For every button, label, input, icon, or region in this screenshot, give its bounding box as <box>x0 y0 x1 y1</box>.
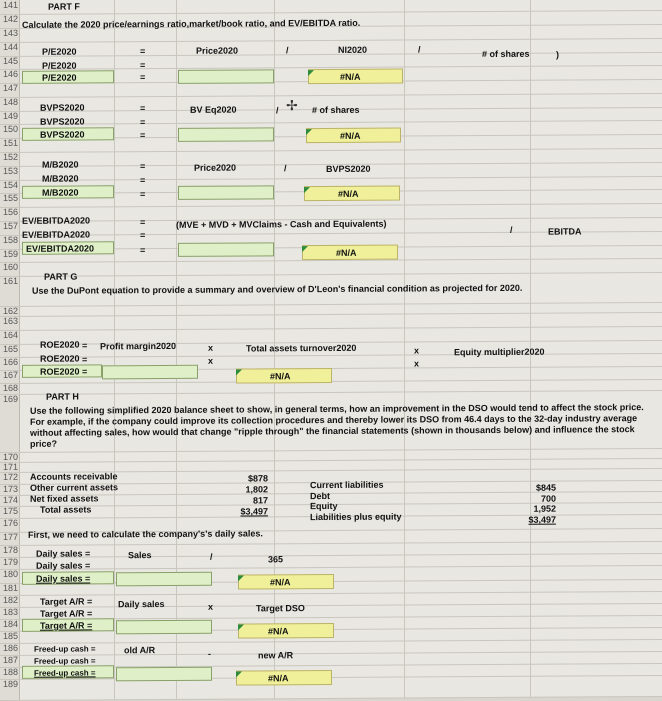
roe-label: ROE2020 <box>40 339 80 350</box>
pe-error: #N/A <box>340 71 361 82</box>
pe-label-2: P/E2020 <box>42 60 77 71</box>
row-number[interactable]: 167 <box>0 370 20 383</box>
row-number[interactable]: 176 <box>0 518 20 532</box>
error-flag-icon <box>238 625 244 631</box>
roe-label-3: ROE2020 <box>40 366 80 377</box>
freed-cash-error: #N/A <box>268 673 289 684</box>
liability-label: Debt <box>310 490 330 502</box>
bvps-error: #N/A <box>340 130 361 141</box>
target-ar-times: x <box>208 601 214 612</box>
daily-sales-label-2: Daily sales = <box>36 560 91 571</box>
freed-cash-minus: - <box>208 648 211 659</box>
target-ar-label: Target A/R = <box>40 596 93 607</box>
row-number[interactable]: 177 <box>0 532 20 545</box>
target-ar-input-cell[interactable] <box>116 620 212 635</box>
row-number[interactable]: 183 <box>0 607 20 619</box>
row-number[interactable]: 187 <box>0 655 20 667</box>
liability-value: $845 <box>535 482 556 493</box>
target-ar-dso: Target DSO <box>256 603 305 614</box>
liability-value: $3,497 <box>528 514 556 525</box>
bvps-label-2: BVPS2020 <box>40 116 85 127</box>
target-ar-label-2: Target A/R = <box>40 608 93 619</box>
daily-sales-label: Daily sales = <box>36 548 91 559</box>
mb-error: #N/A <box>338 188 359 199</box>
row-number[interactable]: 180 <box>0 569 20 583</box>
asset-value: 817 <box>252 495 268 506</box>
target-ar-daily: Daily sales <box>118 598 165 610</box>
pe-divide-2: / <box>418 44 421 55</box>
row-number[interactable]: 175 <box>0 506 20 518</box>
part-g-question: Use the DuPont equation to provide a summary and overview of D'Leon's financial condition as projected for 2020. <box>32 282 523 296</box>
mb-equals-3: = <box>140 189 146 200</box>
roe-label-2: ROE2020 <box>40 353 80 364</box>
row-number[interactable]: 163 <box>0 316 20 330</box>
bvps-input-cell[interactable] <box>178 127 274 142</box>
pe-equals-2: = <box>140 60 146 71</box>
roe-equals-2: = <box>82 354 88 365</box>
part-f-title: PART F <box>48 1 80 12</box>
asset-value: $3,497 <box>240 506 268 517</box>
row-number[interactable]: 169 <box>0 394 20 452</box>
row-number[interactable]: 173 <box>0 484 20 495</box>
pe-divide: / <box>286 45 289 56</box>
roe-equals: = <box>82 340 88 351</box>
row-number[interactable]: 179 <box>0 557 20 569</box>
cursor-cross-icon: ✢ <box>286 97 298 114</box>
pe-equals: = <box>140 46 146 57</box>
mb-equals-2: = <box>140 175 146 186</box>
row-number[interactable]: 151 <box>0 138 20 152</box>
roe-equals-3: = <box>82 366 88 377</box>
row-number[interactable]: 148 <box>0 97 20 111</box>
bvps-equals-3: = <box>140 130 146 141</box>
part-g-title: PART G <box>44 271 78 282</box>
pe-shares: # of shares <box>482 48 530 60</box>
row-number[interactable]: 157 <box>0 221 20 235</box>
liability-label: Liabilities plus equity <box>310 511 402 523</box>
liability-label: Current liabilities <box>310 479 384 491</box>
row-number[interactable]: 143 <box>0 28 20 42</box>
row-number[interactable]: 186 <box>0 643 20 655</box>
roe-profit: Profit margin2020 <box>100 340 177 352</box>
bvps-label-3: BVPS2020 <box>40 129 85 140</box>
row-number[interactable]: 147 <box>0 83 20 97</box>
row-number[interactable]: 164 <box>0 330 20 344</box>
daily-sales-label-3: Daily sales = <box>36 573 91 584</box>
error-flag-icon <box>238 576 244 582</box>
asset-label: Other current assets <box>30 482 119 493</box>
row-number[interactable]: 145 <box>0 56 20 69</box>
asset-value: $878 <box>247 473 268 484</box>
ev-equals: = <box>140 217 146 228</box>
row-number[interactable]: 182 <box>0 595 20 607</box>
row-number[interactable]: 172 <box>0 472 20 484</box>
daily-sales-days: 365 <box>268 554 284 565</box>
row-number[interactable]: 168 <box>0 383 20 394</box>
row-number[interactable]: 188 <box>0 667 20 679</box>
mb-input-cell[interactable] <box>178 185 274 200</box>
asset-value: 1,802 <box>245 484 268 495</box>
ev-equals-2: = <box>140 230 146 241</box>
row-number[interactable]: 160 <box>0 262 20 276</box>
mb-label-2: M/B2020 <box>42 173 79 184</box>
roe-equity: Equity multiplier2020 <box>454 346 545 358</box>
row-number[interactable]: 153 <box>0 166 20 180</box>
error-flag-icon <box>308 70 314 76</box>
liability-value: 1,952 <box>533 503 556 514</box>
row-number[interactable]: 142 <box>0 14 20 28</box>
pe-paren: ) <box>556 49 559 60</box>
ev-label-2: EV/EBITDA2020 <box>22 229 91 240</box>
roe-input-cell[interactable] <box>102 365 198 380</box>
mb-label: M/B2020 <box>42 159 79 170</box>
ev-ebitda: EBITDA <box>548 226 582 237</box>
asset-label: Total assets <box>40 504 92 515</box>
row-number[interactable]: 171 <box>0 462 20 472</box>
ev-label-3: EV/EBITDA2020 <box>26 243 95 254</box>
daily-sales-sales: Sales <box>128 550 152 561</box>
bvps-bv: BV Eq2020 <box>190 104 237 115</box>
pe-input-cell[interactable] <box>178 69 274 84</box>
ev-label: EV/EBITDA2020 <box>22 215 91 226</box>
target-ar-error: #N/A <box>268 626 289 637</box>
freed-cash-input-cell[interactable] <box>116 667 212 682</box>
roe-times-4: x <box>414 358 420 369</box>
row-number[interactable]: 144 <box>0 42 20 56</box>
row-number[interactable]: 184 <box>0 619 20 631</box>
pe-label-3: P/E2020 <box>42 72 77 83</box>
mb-price: Price2020 <box>194 162 237 173</box>
roe-times-2: x <box>414 345 420 356</box>
row-number[interactable]: 154 <box>0 180 20 193</box>
pe-price: Price2020 <box>196 45 239 56</box>
bvps-divide: / <box>276 105 279 116</box>
freed-cash-label: Freed-up cash = <box>34 644 96 654</box>
error-flag-icon <box>236 370 242 376</box>
row-number[interactable]: 156 <box>0 207 20 221</box>
mb-bvps: BVPS2020 <box>326 163 371 175</box>
roe-turnover: Total assets turnover2020 <box>246 342 357 354</box>
ev-divide: / <box>510 224 513 235</box>
ev-formula: (MVE + MVD + MVClaims - Cash and Equivalents) <box>176 218 387 230</box>
mb-label-3: M/B2020 <box>42 187 79 198</box>
roe-times: x <box>208 342 214 353</box>
bvps-equals: = <box>140 103 146 114</box>
liability-label: Equity <box>310 500 338 512</box>
mb-divide: / <box>284 163 287 174</box>
daily-sales-error: #N/A <box>270 577 291 588</box>
pe-label: P/E2020 <box>42 46 77 57</box>
row-number[interactable]: 159 <box>0 249 20 262</box>
row-number[interactable]: 178 <box>0 545 20 557</box>
ev-equals-3: = <box>140 245 146 256</box>
ev-input-cell[interactable] <box>178 242 274 257</box>
error-flag-icon <box>306 129 312 135</box>
row-number[interactable]: 155 <box>0 193 20 207</box>
row-number[interactable]: 189 <box>0 679 20 700</box>
roe-error: #N/A <box>270 371 291 382</box>
daily-sales-input-cell[interactable] <box>116 572 212 587</box>
daily-sales-intro: First, we need to calculate the company's's daily sales. <box>28 528 263 540</box>
row-number[interactable]: 141 <box>0 0 20 14</box>
row-number[interactable]: 181 <box>0 583 20 595</box>
row-number[interactable]: 150 <box>0 124 20 138</box>
row-number[interactable]: 149 <box>0 111 20 124</box>
row-number[interactable]: 170 <box>0 452 20 462</box>
part-f-question: Calculate the 2020 price/earnings ratio,market/book ratio, and EV/EBITDA ratio. <box>22 17 361 30</box>
part-h-question: Use the following simplified 2020 balance sheet to show, in general terms, how an improvement in the DSO would tend to affect the stock price. For example, if the company could improve its collection procedures and thereby lower its DSO from 46.4 days to the 32-day industry average without affecting sales, how would that change "ripple through" the financial statements (shown in thousands below) and influence the stock price? <box>30 402 644 449</box>
row-number[interactable]: 146 <box>0 69 20 83</box>
row-number[interactable]: 152 <box>0 152 20 166</box>
bvps-shares: # of shares <box>312 104 360 116</box>
pe-ni: NI2020 <box>338 44 368 55</box>
bvps-label: BVPS2020 <box>40 102 85 113</box>
freed-cash-label-2: Freed-up cash = <box>34 656 96 666</box>
target-ar-label-3: Target A/R = <box>40 620 93 631</box>
error-flag-icon <box>236 672 242 678</box>
error-flag-icon <box>304 187 310 193</box>
row-number[interactable]: 174 <box>0 495 20 506</box>
freed-cash-old-ar: old A/R <box>124 645 156 656</box>
error-flag-icon <box>302 246 308 252</box>
mb-equals: = <box>140 161 146 172</box>
roe-times-3: x <box>208 355 214 366</box>
pe-equals-3: = <box>140 72 146 83</box>
row-number[interactable]: 162 <box>0 306 20 316</box>
row-number[interactable]: 185 <box>0 631 20 643</box>
freed-cash-label-3: Freed-up cash = <box>34 668 96 678</box>
row-number[interactable]: 165 <box>0 344 20 357</box>
ev-error: #N/A <box>336 247 357 258</box>
row-number[interactable]: 166 <box>0 357 20 370</box>
part-h-title: PART H <box>46 391 79 402</box>
bvps-equals-2: = <box>140 117 146 128</box>
freed-cash-new-ar: new A/R <box>258 650 294 661</box>
asset-label: Net fixed assets <box>30 493 99 504</box>
liability-value: 700 <box>540 493 556 504</box>
row-number[interactable]: 161 <box>0 276 20 306</box>
row-number[interactable]: 158 <box>0 235 20 249</box>
daily-sales-divide: / <box>210 551 213 562</box>
asset-label: Accounts receivable <box>30 471 118 482</box>
